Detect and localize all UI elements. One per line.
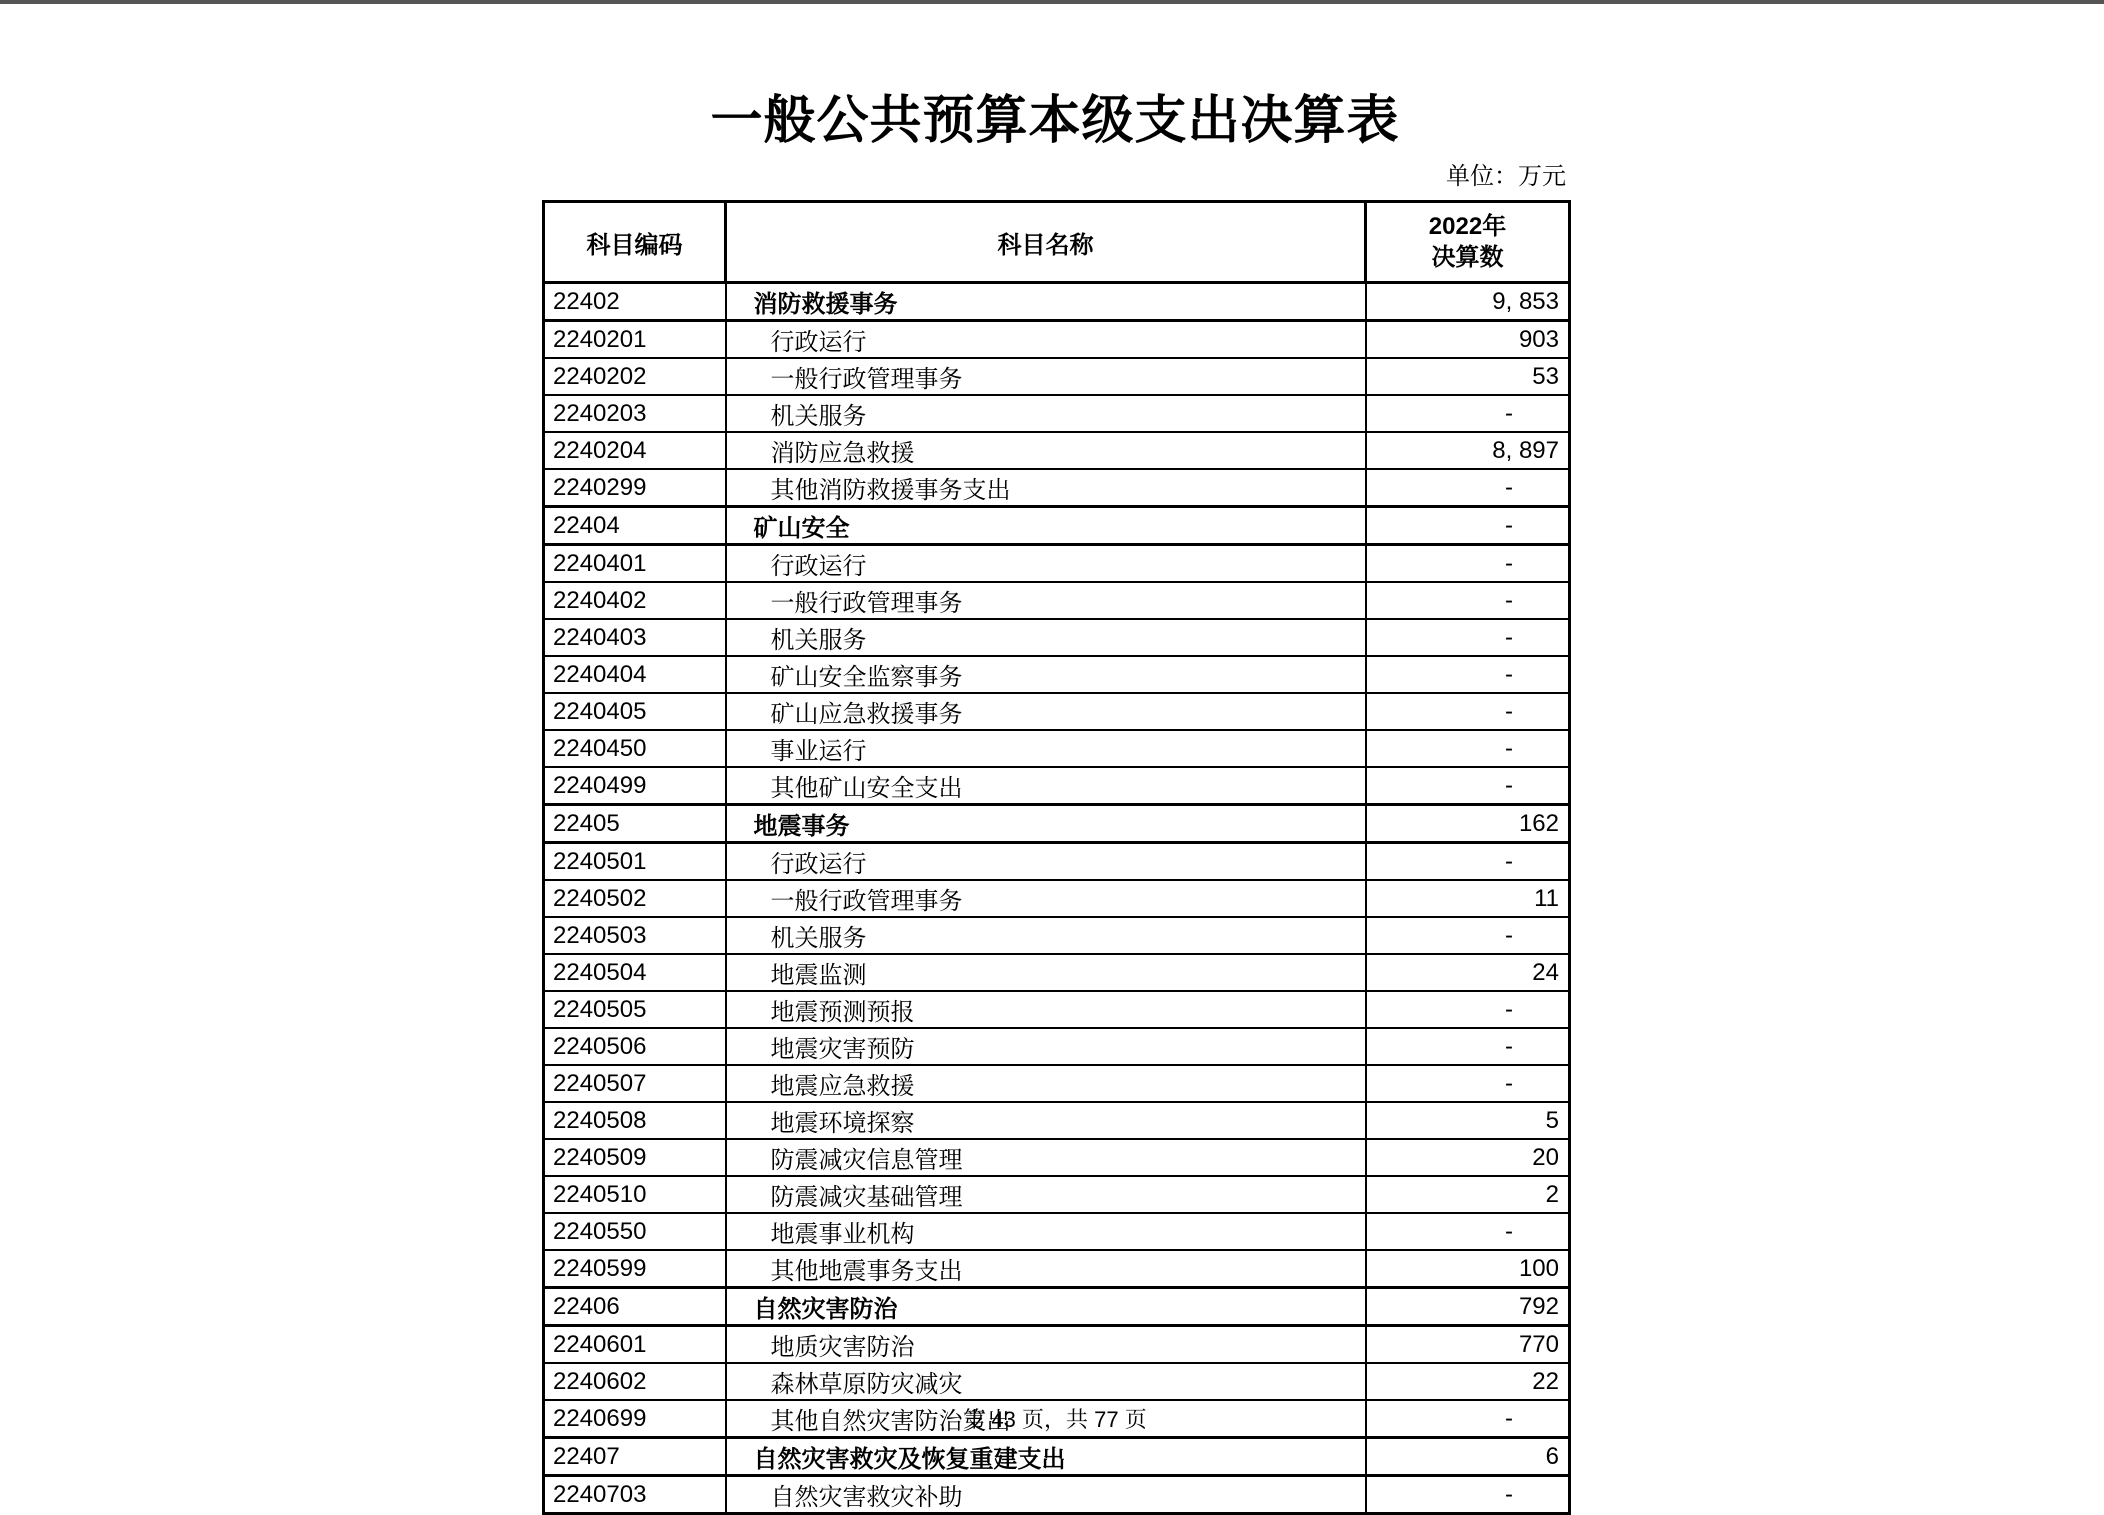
name-cell: 机关服务 — [726, 395, 1366, 432]
table-header — [544, 202, 1570, 283]
name-cell: 地震事务 — [726, 805, 1366, 843]
name-cell: 地震应急救援 — [726, 1065, 1366, 1102]
value-cell: 792 — [1366, 1288, 1570, 1326]
header-value-line2: 决算数 — [1431, 244, 1504, 271]
table-row — [544, 954, 1570, 991]
table-row — [544, 358, 1570, 395]
code-cell: 22404 — [544, 507, 726, 545]
value-cell: - — [1366, 1065, 1570, 1102]
value-cell: 20 — [1366, 1139, 1570, 1176]
code-cell: 2240404 — [544, 656, 726, 693]
code-cell: 2240504 — [544, 954, 726, 991]
name-cell: 矿山安全监察事务 — [726, 656, 1366, 693]
table-row — [544, 582, 1570, 619]
code-cell: 2240505 — [544, 991, 726, 1028]
name-cell: 其他矿山安全支出 — [726, 767, 1366, 805]
table-row — [544, 283, 1570, 321]
name-cell: 矿山应急救援事务 — [726, 693, 1366, 730]
name-cell: 其他自然灾害防治支出 — [726, 1400, 1366, 1438]
name-cell: 地震灾害预防 — [726, 1028, 1366, 1065]
value-cell: - — [1366, 469, 1570, 507]
code-cell: 22406 — [544, 1288, 726, 1326]
name-cell: 一般行政管理事务 — [726, 880, 1366, 917]
code-cell: 2240299 — [544, 469, 726, 507]
code-cell: 2240507 — [544, 1065, 726, 1102]
code-cell: 22407 — [544, 1438, 726, 1476]
name-cell: 地震事业机构 — [726, 1213, 1366, 1250]
table-row — [544, 545, 1570, 583]
code-cell: 2240699 — [544, 1400, 726, 1438]
table-row — [544, 693, 1570, 730]
name-cell: 地震监测 — [726, 954, 1366, 991]
table-row — [544, 1065, 1570, 1102]
code-cell: 2240203 — [544, 395, 726, 432]
name-cell: 森林草原防灾减灾 — [726, 1363, 1366, 1400]
value-cell: - — [1366, 619, 1570, 656]
name-cell: 矿山安全 — [726, 507, 1366, 545]
code-cell: 2240402 — [544, 582, 726, 619]
name-cell: 自然灾害救灾及恢复重建支出 — [726, 1438, 1366, 1476]
value-cell: - — [1366, 1476, 1570, 1514]
code-cell: 2240405 — [544, 693, 726, 730]
value-cell: 22 — [1366, 1363, 1570, 1400]
name-cell: 消防救援事务 — [726, 283, 1366, 321]
name-cell: 机关服务 — [726, 619, 1366, 656]
value-cell: 2 — [1366, 1176, 1570, 1213]
value-cell: 100 — [1366, 1250, 1570, 1288]
code-cell: 22405 — [544, 805, 726, 843]
table-row — [544, 730, 1570, 767]
value-cell: - — [1366, 1028, 1570, 1065]
table-row — [544, 1250, 1570, 1288]
value-cell: 162 — [1366, 805, 1570, 843]
name-cell: 消防应急救援 — [726, 432, 1366, 469]
header-value — [1366, 202, 1570, 283]
value-cell: - — [1366, 991, 1570, 1028]
code-cell: 2240602 — [544, 1363, 726, 1400]
header-value-label — [1367, 211, 1568, 273]
table-row — [544, 1326, 1570, 1364]
table-row — [544, 917, 1570, 954]
value-cell: 24 — [1366, 954, 1570, 991]
code-cell: 2240703 — [544, 1476, 726, 1514]
code-cell: 2240201 — [544, 321, 726, 359]
value-cell: - — [1366, 507, 1570, 545]
name-cell: 其他地震事务支出 — [726, 1250, 1366, 1288]
code-cell: 2240508 — [544, 1102, 726, 1139]
table-row — [544, 1363, 1570, 1400]
table-row — [544, 432, 1570, 469]
value-cell: 6 — [1366, 1438, 1570, 1476]
code-cell: 2240550 — [544, 1213, 726, 1250]
value-cell: 53 — [1366, 358, 1570, 395]
name-cell: 地质灾害防治 — [726, 1326, 1366, 1364]
table-row — [544, 1476, 1570, 1514]
name-cell: 地震预测预报 — [726, 991, 1366, 1028]
budget-table — [542, 200, 1571, 1515]
table-row — [544, 1102, 1570, 1139]
name-cell: 事业运行 — [726, 730, 1366, 767]
table-row — [544, 507, 1570, 545]
code-cell: 2240510 — [544, 1176, 726, 1213]
value-cell: 5 — [1366, 1102, 1570, 1139]
header-code-label: 科目编码 — [586, 231, 683, 259]
value-cell: - — [1366, 767, 1570, 805]
code-cell: 2240506 — [544, 1028, 726, 1065]
table-row — [544, 1139, 1570, 1176]
table-row — [544, 991, 1570, 1028]
unit-label: 单位：万元 — [1446, 163, 1566, 190]
name-cell: 防震减灾基础管理 — [726, 1176, 1366, 1213]
value-cell: - — [1366, 693, 1570, 730]
code-cell: 2240202 — [544, 358, 726, 395]
value-cell: 11 — [1366, 880, 1570, 917]
code-cell: 22402 — [544, 283, 726, 321]
table-row — [544, 1176, 1570, 1213]
name-cell: 防震减灾信息管理 — [726, 1139, 1366, 1176]
table-row — [544, 469, 1570, 507]
header-name-label: 科目名称 — [997, 231, 1094, 259]
page-top-border — [0, 0, 2104, 4]
name-cell: 地震环境探察 — [726, 1102, 1366, 1139]
table-row — [544, 321, 1570, 359]
header-row — [544, 202, 1570, 283]
code-cell: 2240499 — [544, 767, 726, 805]
value-cell: - — [1366, 582, 1570, 619]
page-number: 第 43 页，共 77 页 — [963, 1407, 1147, 1432]
header-name — [726, 202, 1366, 283]
value-cell: - — [1366, 656, 1570, 693]
code-cell: 2240503 — [544, 917, 726, 954]
table-row — [544, 656, 1570, 693]
value-cell: 8, 897 — [1366, 432, 1570, 469]
name-cell: 一般行政管理事务 — [726, 358, 1366, 395]
code-cell: 2240501 — [544, 843, 726, 881]
code-cell: 2240401 — [544, 545, 726, 583]
value-cell: - — [1366, 395, 1570, 432]
table-row — [544, 395, 1570, 432]
code-cell: 2240601 — [544, 1326, 726, 1364]
value-cell: - — [1366, 545, 1570, 583]
code-cell: 2240599 — [544, 1250, 726, 1288]
table-body — [544, 283, 1570, 1514]
value-cell: 770 — [1366, 1326, 1570, 1364]
code-cell: 2240403 — [544, 619, 726, 656]
code-cell: 2240502 — [544, 880, 726, 917]
value-cell: 9, 853 — [1366, 283, 1570, 321]
name-cell: 其他消防救援事务支出 — [726, 469, 1366, 507]
name-cell: 行政运行 — [726, 843, 1366, 881]
code-cell: 2240509 — [544, 1139, 726, 1176]
name-cell: 行政运行 — [726, 321, 1366, 359]
name-cell: 行政运行 — [726, 545, 1366, 583]
table-row — [544, 767, 1570, 805]
value-cell: - — [1366, 730, 1570, 767]
table-row — [544, 1028, 1570, 1065]
value-cell: - — [1366, 1400, 1570, 1438]
table-row — [544, 880, 1570, 917]
table-row — [544, 1438, 1570, 1476]
header-code — [544, 202, 726, 283]
table-row — [544, 619, 1570, 656]
value-cell: - — [1366, 917, 1570, 954]
name-cell: 一般行政管理事务 — [726, 582, 1366, 619]
page-title: 一般公共预算本级支出决算表 — [710, 92, 1400, 150]
value-cell: 903 — [1366, 321, 1570, 359]
table-row — [544, 805, 1570, 843]
name-cell: 自然灾害救灾补助 — [726, 1476, 1366, 1514]
code-cell: 2240204 — [544, 432, 726, 469]
name-cell: 自然灾害防治 — [726, 1288, 1366, 1326]
name-cell: 机关服务 — [726, 917, 1366, 954]
header-value-line1: 2022年 — [1428, 213, 1507, 240]
table-row — [544, 1213, 1570, 1250]
value-cell: - — [1366, 843, 1570, 881]
code-cell: 2240450 — [544, 730, 726, 767]
table-row — [544, 1288, 1570, 1326]
table-row — [544, 843, 1570, 881]
value-cell: - — [1366, 1213, 1570, 1250]
